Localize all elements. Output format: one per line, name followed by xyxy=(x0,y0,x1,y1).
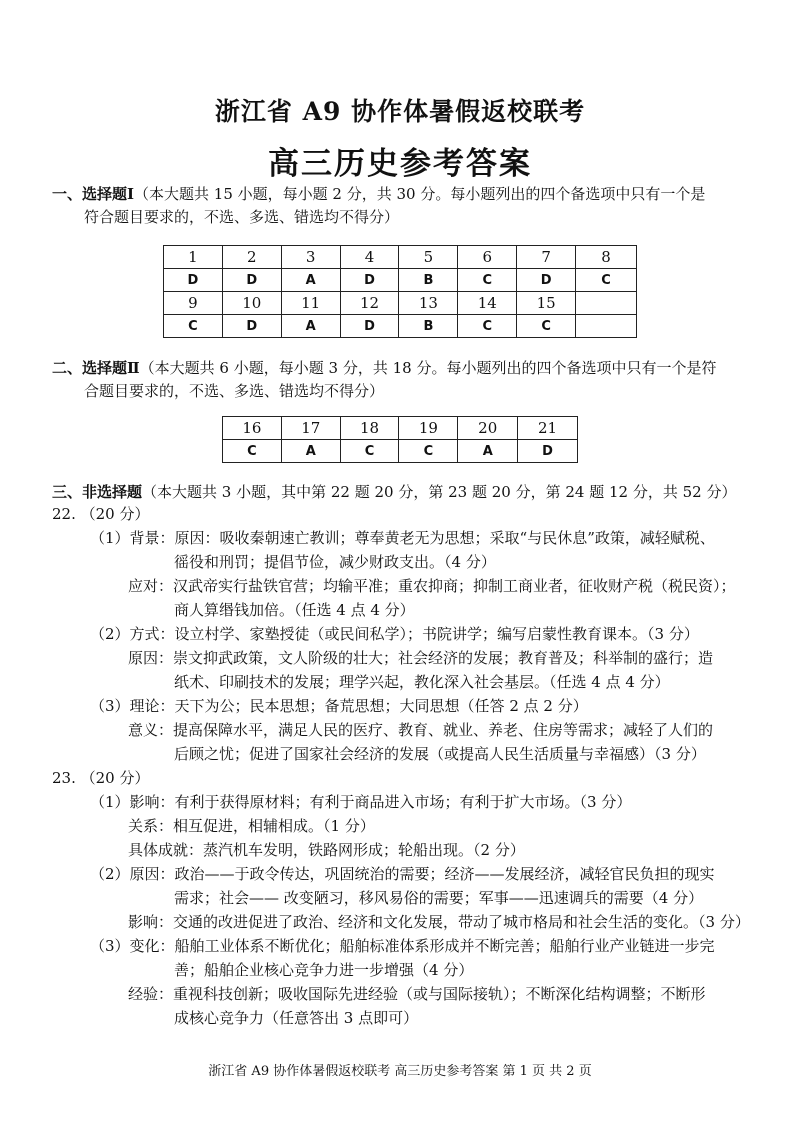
question-number: 6 xyxy=(458,246,517,269)
answer-cell: C xyxy=(517,315,576,338)
question-number: 21 xyxy=(518,417,578,440)
answer-cell: C xyxy=(223,440,282,463)
question-number: 15 xyxy=(517,292,576,315)
answer-line: （2）原因：政治——于政令传达，巩固统治的需要；经济——发展经济，减轻官民负担的现实 xyxy=(90,865,715,883)
answer-cell: B xyxy=(399,269,458,292)
answer-line: 成核心竞争力（任意答出 3 点即可） xyxy=(174,1009,419,1027)
answer-line: （1）影响：有利于获得原材料；有利于商品进入市场；有利于扩大市场。（3 分） xyxy=(90,793,632,811)
question-number: 16 xyxy=(223,417,282,440)
answer-cell: A xyxy=(458,440,518,463)
section3-header xyxy=(52,481,736,504)
answer-cell: D xyxy=(518,440,578,463)
answer-cell: C xyxy=(458,315,517,338)
table-row xyxy=(164,315,637,338)
answer-line: 纸术、印刷技术的发展；理学兴起，教化深入社会基层。（任选 4 点 4 分） xyxy=(174,673,670,691)
section2-desc2: 合题目要求的，不选、多选、错选均不得分） xyxy=(84,382,385,400)
section3-title: 三、非选择题 xyxy=(52,483,143,501)
answer-cell: A xyxy=(281,269,340,292)
question-number: 17 xyxy=(281,417,340,440)
question-number: 5 xyxy=(399,246,458,269)
question-number: 11 xyxy=(281,292,340,315)
answer-cell: A xyxy=(281,440,340,463)
section2-desc1: （本大题共 6 小题，每小题 3 分，共 18 分。每小题列出的四个备选项中只有一个是符 xyxy=(139,359,717,377)
table-row xyxy=(164,269,637,292)
question-number xyxy=(576,292,637,315)
question-number: 4 xyxy=(340,246,399,269)
section3-desc: （本大题共 3 小题，其中第 22 题 20 分，第 23 题 20 分，第 24 题 12 分，共 52 分） xyxy=(142,483,737,501)
answer-cell: B xyxy=(399,315,458,338)
section2-title: 二、选择题Ⅱ xyxy=(52,359,140,377)
question-number: 3 xyxy=(281,246,340,269)
question-number: 13 xyxy=(399,292,458,315)
answer-cell: C xyxy=(576,269,637,292)
table-row xyxy=(223,440,578,463)
section1-title: 一、选择题Ⅰ xyxy=(52,185,135,203)
answer-line: 后顾之忧；促进了国家社会经济的发展（或提高人民生活质量与幸福感）（3 分） xyxy=(174,745,706,763)
question-number: 7 xyxy=(517,246,576,269)
q23-heading: 23. （20 分） xyxy=(52,769,150,787)
answer-cell: D xyxy=(222,269,281,292)
answer-cell: D xyxy=(222,315,281,338)
answer-cell: C xyxy=(164,315,223,338)
answer-line: 善；船舶企业核心竞争力进一步增强（4 分） xyxy=(174,961,474,979)
answer-line: （3）理论：天下为公；民本思想；备荒思想；大同思想（任答 2 点 2 分） xyxy=(90,697,588,715)
answer-cell: D xyxy=(164,269,223,292)
question-number: 14 xyxy=(458,292,517,315)
question-number: 19 xyxy=(399,417,458,440)
question-number: 8 xyxy=(576,246,637,269)
answer-line: 意义：提高保障水平，满足人民的医疗、教育、就业、养老、住房等需求；减轻了人们的 xyxy=(128,721,714,739)
answer-cell xyxy=(576,315,637,338)
answer-cell: D xyxy=(340,269,399,292)
question-number: 1 xyxy=(164,246,223,269)
question-number: 12 xyxy=(340,292,399,315)
exam-title: 浙江省 A9 协作体暑假返校联考 xyxy=(214,97,586,126)
answer-line: 具体成就：蒸汽机车发明，铁路网形成；轮船出现。（2 分） xyxy=(128,841,525,859)
answer-cell: D xyxy=(340,315,399,338)
answer-cell: C xyxy=(340,440,399,463)
answer-cell: C xyxy=(458,269,517,292)
answer-line: 徭役和刑罚；提倡节俭，减少财政支出。（4 分） xyxy=(174,553,496,571)
answer-line: 关系：相互促进，相辅相成。（1 分） xyxy=(128,817,375,835)
section1-desc2: 符合题目要求的，不选、多选、错选均不得分） xyxy=(84,208,400,226)
answer-line: 经验：重视科技创新；吸收国际先进经验（或与国际接轨）；不断深化结构调整；不断形 xyxy=(128,985,706,1003)
answer-cell: C xyxy=(399,440,458,463)
exam-subtitle: 高三历史参考答案 xyxy=(268,146,532,182)
answer-cell: A xyxy=(281,315,340,338)
question-number: 20 xyxy=(458,417,518,440)
question-number: 18 xyxy=(340,417,399,440)
question-number: 10 xyxy=(222,292,281,315)
answer-line: （2）方式：设立村学、家塾授徒（或民间私学）；书院讲学；编写启蒙性教育课本。（3 分） xyxy=(90,625,699,643)
answer-line: 需求；社会—— 改变陋习，移风易俗的需要；军事——迅速调兵的需要（4 分） xyxy=(174,889,704,907)
question-number: 2 xyxy=(222,246,281,269)
q22-heading: 22. （20 分） xyxy=(52,505,150,523)
table-row xyxy=(164,292,637,315)
table-row xyxy=(223,417,578,440)
section1-desc1: （本大题共 15 小题，每小题 2 分，共 30 分。每小题列出的四个备选项中只有一个是 xyxy=(134,185,706,203)
section2-answer-table xyxy=(222,416,578,463)
answer-line: 原因：崇文抑武政策，文人阶级的壮大；社会经济的发展；教育普及；科举制的盛行；造 xyxy=(128,649,714,667)
section1-header xyxy=(52,183,705,206)
answer-line: 商人算缗钱加倍。（任选 4 点 4 分） xyxy=(174,601,415,619)
page-footer: 浙江省 A9 协作体暑假返校联考 高三历史参考答案 第 1 页 共 2 页 xyxy=(208,1064,592,1079)
section2-header xyxy=(52,357,716,380)
answer-cell: D xyxy=(517,269,576,292)
answer-line: 影响：交通的改进促进了政治、经济和文化发展，带动了城市格局和社会生活的变化。（3 分） xyxy=(128,913,750,931)
table-row xyxy=(164,246,637,269)
answer-line: （3）变化：船舶工业体系不断优化；船舶标准体系形成并不断完善；船舶行业产业链进一步完 xyxy=(90,937,715,955)
answer-line: 应对：汉武帝实行盐铁官营；均输平准；重农抑商；抑制工商业者，征收财产税（税民资）； xyxy=(128,577,736,595)
answer-line: （1）背景：原因：吸收秦朝速亡教训；尊奉黄老无为思想；采取“与民休息”政策，减轻赋税、 xyxy=(90,529,715,547)
section1-answer-table xyxy=(163,245,637,338)
question-number: 9 xyxy=(164,292,223,315)
